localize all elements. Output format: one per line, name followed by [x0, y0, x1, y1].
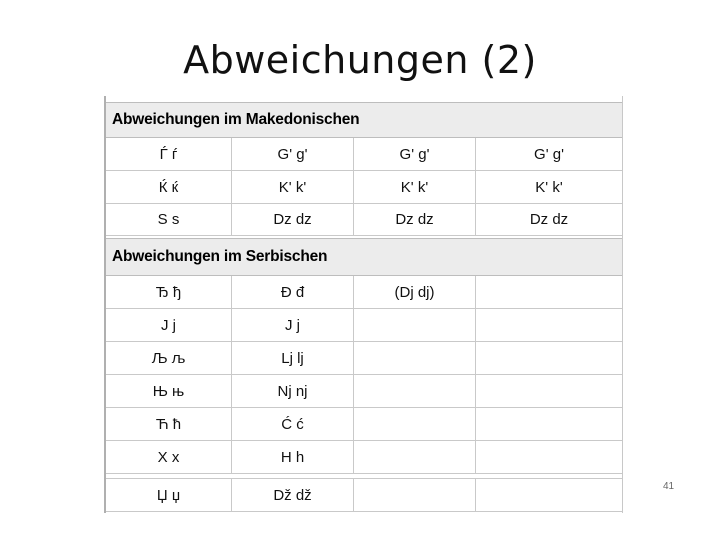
latin-cell: G' g': [476, 138, 622, 170]
latin-cell: J j: [232, 309, 354, 341]
latin-cell: Nj nj: [232, 375, 354, 407]
table-row: [106, 342, 622, 375]
latin-cell: Dz dz: [354, 204, 476, 235]
latin-cell: Lj lj: [232, 342, 354, 374]
table-row: [106, 309, 622, 342]
table-row: [106, 138, 622, 171]
table-row: [106, 478, 622, 512]
latin-cell: [354, 479, 476, 511]
latin-cell: [354, 408, 476, 440]
latin-cell: [476, 309, 622, 341]
cyrillic-cell: Ѕ ѕ: [106, 204, 232, 235]
latin-cell: G' g': [354, 138, 476, 170]
latin-cell: H h: [232, 441, 354, 473]
transliteration-table: [104, 96, 623, 513]
cyrillic-cell: Ѓ ѓ: [106, 138, 232, 170]
latin-cell: Dz dz: [232, 204, 354, 235]
cyrillic-cell: Џ џ: [106, 479, 232, 511]
latin-cell: (Dj dj): [354, 276, 476, 308]
latin-cell: Ć ć: [232, 408, 354, 440]
section-header-serbisch: Abweichungen im Serbischen: [106, 238, 622, 276]
table-row: [106, 171, 622, 204]
cyrillic-cell: Ј ј: [106, 309, 232, 341]
cyrillic-cell: Ќ ќ: [106, 171, 232, 203]
cyrillic-cell: Њ њ: [106, 375, 232, 407]
latin-cell: [354, 375, 476, 407]
latin-cell: Đ đ: [232, 276, 354, 308]
latin-cell: [476, 441, 622, 473]
cyrillic-cell: Ћ ћ: [106, 408, 232, 440]
table-row: [106, 204, 622, 236]
cyrillic-cell: Љ љ: [106, 342, 232, 374]
latin-cell: K' k': [354, 171, 476, 203]
latin-cell: [354, 309, 476, 341]
latin-cell: [354, 342, 476, 374]
page-number: 41: [663, 481, 675, 492]
latin-cell: [476, 375, 622, 407]
latin-cell: [476, 342, 622, 374]
latin-cell: K' k': [476, 171, 622, 203]
latin-cell: [476, 479, 622, 511]
latin-cell: Dz dz: [476, 204, 622, 235]
latin-cell: [354, 441, 476, 473]
latin-cell: Dž dž: [232, 479, 354, 511]
latin-cell: [476, 408, 622, 440]
latin-cell: K' k': [232, 171, 354, 203]
table-row: [106, 375, 622, 408]
latin-cell: G' g': [232, 138, 354, 170]
slide-title: Abweichungen (2): [183, 38, 537, 82]
cyrillic-cell: Ђ ђ: [106, 276, 232, 308]
table-row: [106, 408, 622, 441]
latin-cell: [476, 276, 622, 308]
table-row: [106, 441, 622, 474]
cyrillic-cell: Х х: [106, 441, 232, 473]
table-row: [106, 276, 622, 309]
section-header-makedonisch: Abweichungen im Makedonischen: [106, 102, 622, 138]
